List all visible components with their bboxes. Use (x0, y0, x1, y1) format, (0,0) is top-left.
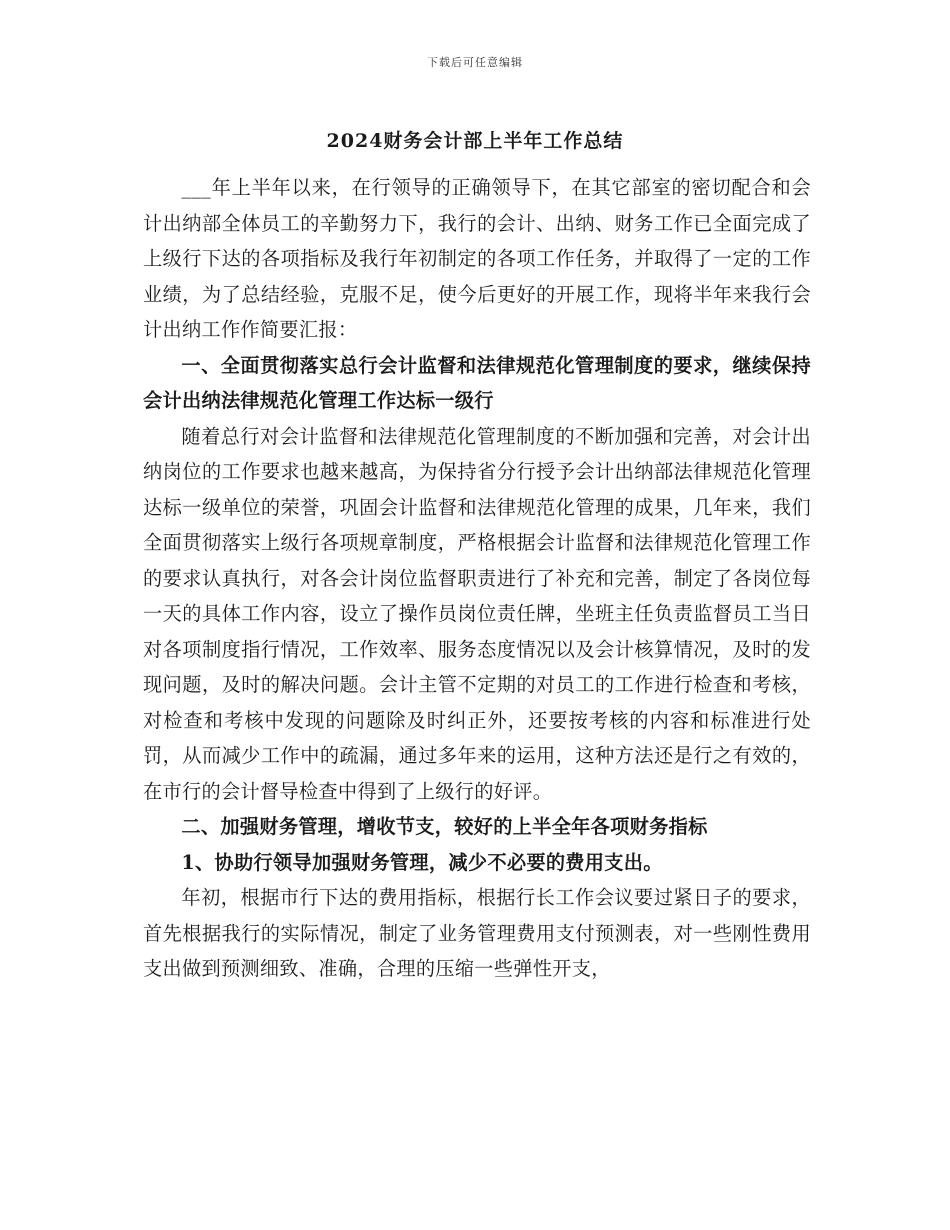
intro-paragraph (143, 170, 811, 348)
document-title: 2024财务会计部上半年工作总结 (326, 130, 624, 152)
section2-heading: 二、加强财务管理，增收节支，较好的上半全年各项财务指标 (181, 815, 708, 838)
section2-sub1-heading: 1、协助行领导加强财务管理，减少不必要的费用支出。 (181, 850, 663, 874)
intro-text: 年上半年以来，在行领导的正确领导下，在其它部室的密切配合和会计出纳部全体员工的辛勤努力下，我行的会计、出纳、财务工作已全面完成了上级行下达的各项指标及我行年初制定的各项工作任务，并取得了一定的工作业绩，为了总结经验，克服不足，使今后更好的开展工作，现将半年来我行会计出纳工作作简要汇报： (143, 176, 811, 341)
section1-heading: 一、全面贯彻落实总行会计监督和法律规范化管理制度的要求，继续保持会计出纳法律规范化管理工作达标一级行 (143, 353, 811, 412)
year-blank: ___ (181, 176, 212, 199)
section1-body: 随着总行对会计监督和法律规范化管理制度的不断加强和完善，对会计出纳岗位的工作要求也越来越高，为保持省分行授予会计出纳部法律规范化管理达标一级单位的荣誉，巩固会计监督和法律规范化管理的成果，几年来，我们全面贯彻落实上级行各项规章制度，严格根据会计监督和法律规范化管理工作的要求认真执行，对各会计岗位监督职责进行了补充和完善，制定了各岗位每一天的具体工作内容，设立了操作员岗位责任牌，坐班主任负责监督员工当日对各项制度指行情况，工作效率、服务态度情况以及会计核算情况，及时的发现问题，及时的解决问题。会计主管不定期的对员工的工作进行检查和考核，对检查和考核中发现的问题除及时纠正外，还要按考核的内容和标准进行处罚，从而减少工作中的疏漏，通过多年来的运用，这种方法还是行之有效的，在市行的会计督导检查中得到了上级行的好评。 (143, 424, 811, 803)
header-note: 下载后可任意编辑 (427, 56, 523, 69)
document-body (143, 170, 811, 987)
section2-sub1-body: 年初，根据市行下达的费用指标，根据行长工作会议要过紧日子的要求，首先根据我行的实际情况，制定了业务管理费用支付预测表，对一些刚性费用支出做到预测细致、准确，合理的压缩一些弹性开支， (143, 886, 811, 980)
